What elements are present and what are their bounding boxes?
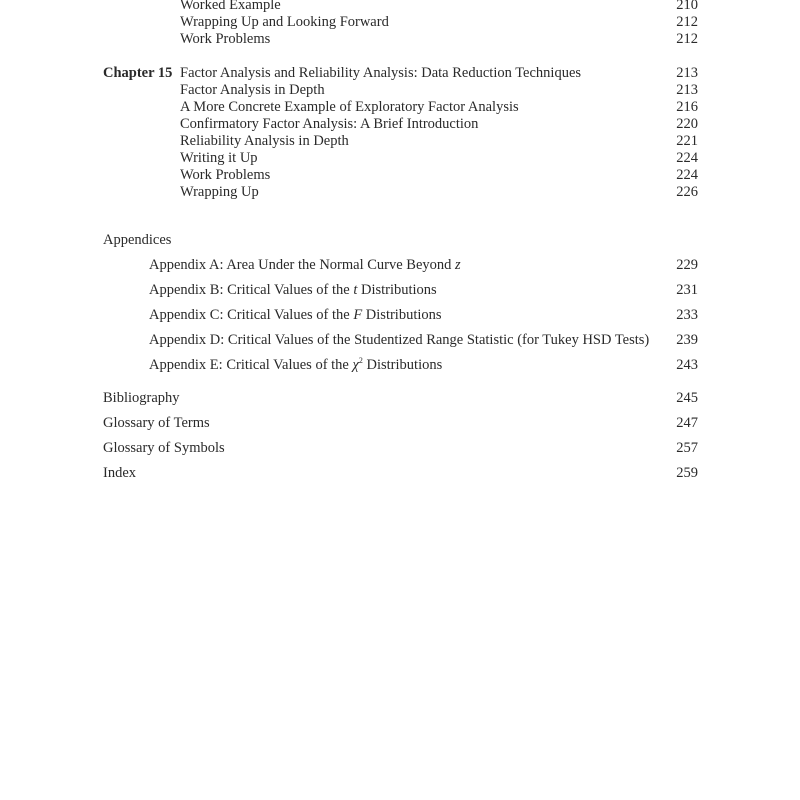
chapter-page: 213	[676, 65, 698, 81]
toc-entry-title: Work Problems	[180, 167, 271, 183]
back-matter-title: Index	[103, 465, 137, 481]
appendix-page: 233	[676, 307, 698, 323]
toc-entry-page: 220	[676, 116, 698, 132]
toc-entry-title: Worked Example	[180, 0, 281, 13]
appendix-title: Appendix D: Critical Values of the Studentized Range Statistic (for Tukey HSD Tests)	[149, 332, 650, 348]
appendix-title: Appendix B: Critical Values of the t Distributions	[149, 282, 437, 298]
chapter-label: Chapter 15	[103, 65, 173, 81]
math-symbol: z	[455, 257, 461, 273]
toc-entry-page: 216	[676, 99, 698, 115]
back-matter-title: Glossary of Terms	[103, 415, 210, 431]
appendix-title: Appendix C: Critical Values of the F Distributions	[149, 307, 442, 323]
toc-entry-page: 226	[676, 184, 698, 200]
toc-entry-title: A More Concrete Example of Exploratory Factor Analysis	[180, 99, 519, 115]
back-matter-title: Bibliography	[103, 390, 180, 406]
toc-entry-title: Confirmatory Factor Analysis: A Brief Introduction	[180, 116, 479, 132]
appendix-page: 231	[676, 282, 698, 298]
toc-entry-title: Work Problems	[180, 31, 271, 47]
appendices-heading: Appendices	[103, 232, 172, 248]
appendix-title: Appendix E: Critical Values of the $\chi^2$ Distributions	[149, 356, 443, 373]
toc-entry-page: 210	[676, 0, 698, 13]
toc-entry-page: 224	[676, 167, 698, 183]
toc-entry-page: 221	[676, 133, 698, 149]
math-symbol: t	[353, 282, 358, 298]
toc-entry-page: 212	[676, 31, 698, 47]
toc-entry-title: Reliability Analysis in Depth	[180, 133, 349, 149]
toc-entry-page: 224	[676, 150, 698, 166]
toc-entry-page: 212	[676, 14, 698, 30]
toc-entry-title: Wrapping Up	[180, 184, 259, 200]
appendix-page: 229	[676, 257, 698, 273]
back-matter-page: 257	[676, 440, 698, 456]
back-matter-page: 247	[676, 415, 698, 431]
math-symbol: χ	[352, 357, 359, 373]
appendix-page: 243	[676, 357, 698, 373]
toc-entry-title: Factor Analysis in Depth	[180, 82, 325, 98]
math-symbol: F	[353, 307, 363, 323]
back-matter-page: 259	[676, 465, 698, 481]
toc-entry-title: Writing it Up	[180, 150, 258, 166]
back-matter-title: Glossary of Symbols	[103, 440, 225, 456]
appendix-title: Appendix A: Area Under the Normal Curve Beyond z	[149, 257, 461, 273]
toc-entry-title: Wrapping Up and Looking Forward	[180, 14, 389, 30]
appendix-page: 239	[676, 332, 698, 348]
math-superscript: 2	[358, 356, 363, 366]
toc-entry-page: 213	[676, 82, 698, 98]
chapter-title: Factor Analysis and Reliability Analysis: Data Reduction Techniques	[180, 65, 582, 81]
back-matter-page: 245	[676, 390, 698, 406]
